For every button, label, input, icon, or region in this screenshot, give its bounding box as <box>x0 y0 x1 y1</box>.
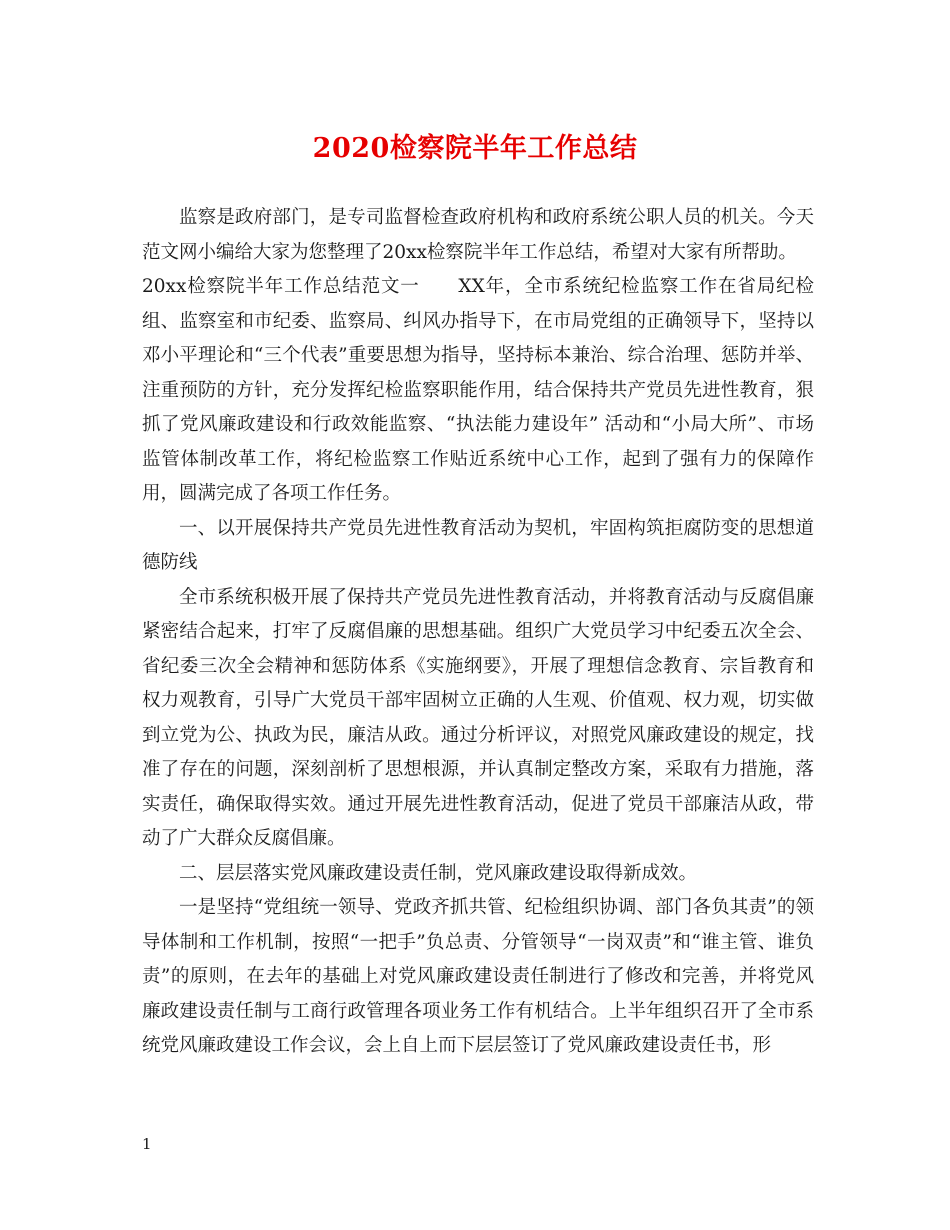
page-number: 1 <box>142 1135 152 1153</box>
document-title: 2020检察院半年工作总结 <box>312 133 638 164</box>
paragraph-intro: 监察是政府部门，是专司监督检查政府机构和政府系统公职人员的机关。今天范文网小编给大家为您整理了20xx检察院半年工作总结，希望对大家有所帮助。 <box>142 207 814 263</box>
paragraph-section-one: 全市系统积极开展了保持共产党员先进性教育活动，并将教育活动与反腐倡廉紧密结合起来，打牢了反腐倡廉的思想基础。组织广大党员学习中纪委五次全会、省纪委三次全会精神和惩防体系《实施纲要》，开展了理想信念教育、宗旨教育和权力观教育，引导广大党员干部牢固树立正确的人生观、价值观、权力观，切实做到立党为公、执政为民，廉洁从政。通过分析评议，对照党风廉政建设的规定，找准了存在的问题，深刻剖析了思想根源，并认真制定整改方案，采取有力措施，落实责任，确保取得实效。通过开展先进性教育活动，促进了党员干部廉洁从政，带动了广大群众反腐倡廉。 <box>142 586 814 849</box>
paragraph-overview: 20xx检察院半年工作总结范文一 XX年，全市系统纪检监察工作在省局纪检组、监察室和市纪委、监察局、纠风办指导下，在市局党组的正确领导下，坚持以邓小平理论和“三个代表”重要思想为指导，坚持标本兼治、综合治理、惩防并举、注重预防的方针，充分发挥纪检监察职能作用，结合保持共产党员先进性教育，狠抓了党风廉政建设和行政效能监察、“执法能力建设年” 活动和“小局大所”、市场监管体制改革工作，将纪检监察工作贴近系统中心工作，起到了强有力的保障作用，圆满完成了各项工作任务。 <box>142 276 814 504</box>
section-heading-two: 二、层层落实党风廉政建设责任制，党风廉政建设取得新成效。 <box>179 862 698 884</box>
section-heading-one: 一、以开展保持共产党员先进性教育活动为契机，牢固构筑拒腐防变的思想道德防线 <box>142 517 814 573</box>
document-body <box>142 201 814 1064</box>
paragraph-section-two: 一是坚持“党组统一领导、党政齐抓共管、纪检组织协调、部门各负其责”的领导体制和工作机制，按照“一把手”负总责、分管领导“一岗双责”和“谁主管、谁负责”的原则，在去年的基础上对党风廉政建设责任制进行了修改和完善，并将党风廉政建设责任制与工商行政管理各项业务工作有机结合。上半年组织召开了全市系统党风廉政建设工作会议，会上自上而下层层签订了党风廉政建设责任书，形 <box>142 897 814 1056</box>
